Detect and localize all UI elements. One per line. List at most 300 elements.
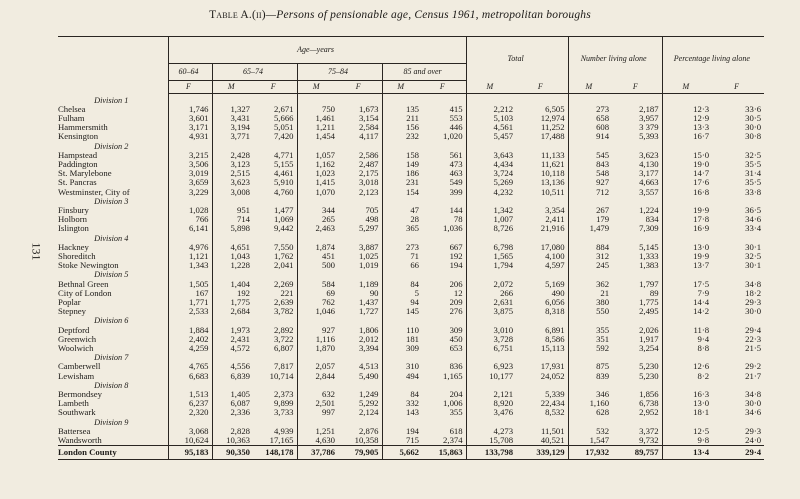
table-cell: 346 — [568, 390, 612, 399]
table-cell: 3,177 — [639, 169, 659, 179]
table-cell: 553 — [449, 113, 463, 123]
table-cell: 2,320 — [168, 408, 212, 417]
table-cell: 1,006 — [443, 399, 463, 409]
total-row — [58, 446, 764, 460]
table-cell: 17·5 — [662, 280, 712, 289]
table-cell: 1,870 — [297, 344, 338, 353]
table-cell: 34·8 — [745, 390, 762, 399]
table-cell: 6,505 — [545, 104, 565, 114]
table-cell: 1,762 — [273, 251, 294, 261]
table-cell: 5,230 — [639, 362, 659, 372]
table-cell: 532 — [568, 427, 612, 436]
table-cell: 84 — [382, 280, 422, 289]
table-cell: 712 — [568, 188, 612, 197]
table-cell: 7,550 — [273, 242, 294, 252]
table-cell: 1,856 — [639, 390, 659, 399]
table-cell: 10,714 — [269, 371, 294, 381]
table-cell: 186 — [382, 169, 422, 178]
table-cell: 5,155 — [273, 159, 294, 169]
table-cell: 3,771 — [212, 132, 253, 141]
total-cell: 15,863 — [422, 446, 466, 460]
table-row — [58, 390, 764, 399]
table-cell: 1,007 — [466, 215, 516, 224]
table-cell: 16·9 — [662, 224, 712, 233]
table-cell: 3,215 — [168, 151, 212, 160]
table-cell: 29·2 — [745, 362, 762, 372]
table-cell: 3,171 — [168, 123, 212, 132]
table-cell: 1,973 — [212, 326, 253, 335]
table-cell: 3,068 — [168, 427, 212, 436]
borough-name: Battersea — [58, 426, 91, 436]
table-cell: 5,297 — [358, 224, 379, 234]
table-cell: 1,249 — [358, 390, 379, 399]
total-cell: 133,798 — [466, 446, 516, 460]
table-cell: 66 — [382, 261, 422, 270]
table-cell: 11,501 — [541, 426, 565, 436]
borough-name: Holborn — [58, 215, 87, 225]
table-cell: 206 — [449, 279, 463, 289]
table-cell: 158 — [382, 151, 422, 160]
total-cell: 29·4 — [712, 446, 764, 460]
table-cell: 1,884 — [168, 326, 212, 335]
header-age-60-64: 60–64 — [168, 64, 212, 81]
table-cell: 22·3 — [745, 334, 762, 344]
table-cell: 6,738 — [639, 399, 659, 409]
table-cell: 24,052 — [540, 371, 565, 381]
table-cell: 2,124 — [358, 408, 379, 418]
table-cell: 6,891 — [545, 325, 565, 335]
table-cell: 231 — [382, 178, 422, 187]
borough-name: City of London — [58, 288, 112, 298]
table-cell: 34·6 — [745, 215, 762, 225]
table-cell: 2,336 — [212, 408, 253, 417]
division-heading: Division 5 — [94, 270, 129, 280]
table-cell: 3,875 — [466, 307, 516, 316]
table-cell: 21·5 — [745, 343, 762, 353]
table-cell: 951 — [212, 206, 253, 215]
table-cell: 9,899 — [273, 399, 294, 409]
table-cell: 4,130 — [639, 159, 659, 169]
header-sex-11: M — [662, 81, 712, 94]
table-cell: 273 — [382, 243, 422, 252]
table-cell: 14·4 — [662, 298, 712, 307]
table-cell: 16·3 — [662, 390, 712, 399]
header-sex-0: F — [168, 81, 212, 94]
table-cell: 3,722 — [273, 334, 294, 344]
table-cell: 135 — [382, 105, 422, 114]
table-cell: 194 — [382, 427, 422, 436]
table-cell: 5,103 — [466, 114, 516, 123]
table-cell: 309 — [382, 344, 422, 353]
table-cell: 89 — [649, 288, 659, 298]
table-cell: 11,621 — [541, 159, 565, 169]
table-cell: 47 — [382, 206, 422, 215]
table-cell: 549 — [449, 178, 463, 188]
table-cell: 144 — [449, 205, 463, 215]
table-cell: 13·0 — [662, 243, 712, 252]
table-cell: 2,892 — [273, 325, 294, 335]
table-cell: 365 — [382, 224, 422, 233]
table-cell: 1,874 — [297, 243, 338, 252]
table-cell: 21·7 — [745, 371, 762, 381]
table-cell: 500 — [297, 261, 338, 270]
header-sex-8: F — [516, 81, 568, 94]
table-cell: 5,490 — [358, 371, 379, 381]
table-cell: 4,556 — [212, 362, 253, 371]
table-cell: 5,269 — [466, 178, 516, 187]
table-cell: 762 — [297, 298, 338, 307]
table-cell: 11·8 — [662, 326, 712, 335]
table-cell: 30·0 — [745, 123, 762, 133]
header-sex-3: M — [297, 81, 338, 94]
table-row — [58, 298, 764, 307]
table-cell: 32·5 — [745, 150, 762, 160]
total-cell: 90,350 — [212, 446, 253, 460]
table-cell: 628 — [568, 408, 612, 417]
header-sex-7: M — [466, 81, 516, 94]
table-cell: 5,393 — [639, 132, 659, 142]
table-cell: 2,121 — [466, 390, 516, 399]
table-cell: 3,010 — [466, 326, 516, 335]
table-cell: 12·6 — [662, 362, 712, 371]
table-cell: 494 — [382, 372, 422, 381]
table-cell: 6,839 — [212, 372, 253, 381]
table-cell: 36·5 — [745, 205, 762, 215]
table-cell: 179 — [568, 215, 612, 224]
borough-name: Hampstead — [58, 150, 98, 160]
table-cell: 6,923 — [466, 362, 516, 371]
borough-name: Camberwell — [58, 362, 101, 372]
table-cell: 355 — [449, 408, 463, 418]
table-cell: 6,237 — [168, 399, 212, 408]
table-cell: 15,113 — [541, 343, 565, 353]
table-cell: 11,133 — [541, 150, 565, 160]
table-cell: 2,515 — [212, 169, 253, 178]
table-cell: 843 — [568, 160, 612, 169]
header-sex-12: F — [712, 81, 764, 94]
table-cell: 705 — [365, 205, 379, 215]
table-cell: 3,957 — [639, 113, 659, 123]
table-row — [58, 206, 764, 215]
table-row — [58, 188, 764, 197]
table-cell: 7·9 — [662, 289, 712, 298]
table-cell: 30·5 — [745, 113, 762, 123]
table-cell: 1,775 — [212, 298, 253, 307]
table-cell: 266 — [466, 289, 516, 298]
table-cell: 1,165 — [443, 371, 463, 381]
header-sex-10: F — [612, 81, 662, 94]
table-cell: 181 — [382, 335, 422, 344]
table-cell: 17,488 — [540, 132, 565, 142]
table-cell: 1,383 — [639, 261, 659, 271]
table-cell: 2,876 — [358, 426, 379, 436]
table-cell: 1,917 — [639, 334, 659, 344]
table-cell: 4,760 — [273, 187, 294, 197]
table-cell: 2,952 — [639, 408, 659, 418]
table-cell: 667 — [449, 242, 463, 252]
table-cell: 2,463 — [297, 224, 338, 233]
table-cell: 4,663 — [639, 178, 659, 188]
table-cell: 30·1 — [745, 261, 762, 271]
table-cell: 154 — [382, 188, 422, 197]
table-row — [58, 399, 764, 408]
table-cell: 4,597 — [545, 261, 565, 271]
table-cell: 3,557 — [639, 187, 659, 197]
table-cell: 13·0 — [662, 399, 712, 408]
table-row — [58, 280, 764, 289]
table-cell: 10,363 — [212, 436, 253, 446]
table-cell: 473 — [449, 159, 463, 169]
table-cell: 2,374 — [443, 436, 463, 446]
header-sex-5: M — [382, 81, 422, 94]
table-cell: 1,189 — [358, 279, 379, 289]
table-cell: 3,887 — [358, 242, 379, 252]
table-cell: 167 — [168, 289, 212, 298]
table-cell: 156 — [382, 123, 422, 132]
table-cell: 15,708 — [466, 436, 516, 446]
table-cell: 28 — [382, 215, 422, 224]
header-sex-4: F — [338, 81, 382, 94]
table-cell: 3,643 — [466, 151, 516, 160]
table-cell: 399 — [449, 187, 463, 197]
table-cell: 344 — [297, 206, 338, 215]
table-cell: 149 — [382, 160, 422, 169]
table-cell: 12·5 — [662, 427, 712, 436]
table-cell: 209 — [449, 297, 463, 307]
table-cell: 927 — [568, 178, 612, 187]
table-cell: 875 — [568, 362, 612, 371]
table-row — [58, 114, 764, 123]
table-row — [58, 151, 764, 160]
borough-name: Bermondsey — [58, 390, 102, 399]
table-cell: 8·8 — [662, 344, 712, 353]
table-cell: 22,434 — [540, 399, 565, 409]
table-row — [58, 178, 764, 187]
table-cell: 17,165 — [269, 436, 294, 446]
total-cell: 5,662 — [382, 446, 422, 460]
table-cell: 550 — [568, 307, 612, 316]
table-cell: 4,273 — [466, 427, 516, 436]
table-cell: 5,230 — [639, 371, 659, 381]
table-cell: 8,318 — [545, 307, 565, 317]
table-row — [58, 160, 764, 169]
table-cell: 714 — [212, 215, 253, 224]
borough-name: Lambeth — [58, 399, 89, 409]
table-row — [58, 326, 764, 335]
table-cell: 2,072 — [466, 280, 516, 289]
table-cell: 3,229 — [168, 188, 212, 197]
table-cell: 19·9 — [662, 206, 712, 215]
table-cell: 1,327 — [212, 105, 253, 114]
header-borough — [58, 37, 168, 94]
table-cell: 2,431 — [212, 335, 253, 344]
table-cell: 584 — [297, 280, 338, 289]
table-cell: 1,771 — [168, 298, 212, 307]
table-cell: 2,639 — [273, 297, 294, 307]
table-cell: 355 — [568, 326, 612, 335]
table-cell: 17,080 — [540, 242, 565, 252]
table-cell: 12·3 — [662, 105, 712, 114]
table-cell: 1,505 — [168, 280, 212, 289]
table-cell: 1,794 — [466, 261, 516, 270]
table-cell: 1,746 — [168, 105, 212, 114]
division-heading: Division 9 — [94, 417, 129, 427]
table-cell: 9,442 — [273, 224, 294, 234]
total-cell: 95,183 — [168, 446, 212, 460]
table-cell: 276 — [449, 307, 463, 317]
table-row — [58, 344, 764, 353]
table-cell: 273 — [568, 105, 612, 114]
table-cell: 35·5 — [745, 178, 762, 188]
table-row — [58, 132, 764, 141]
table-cell: 4,939 — [273, 426, 294, 436]
table-cell: 4,434 — [466, 160, 516, 169]
table-cell: 1,046 — [297, 307, 338, 316]
table-cell: 4,259 — [168, 344, 212, 353]
table-cell: 30·0 — [745, 307, 762, 317]
table-cell: 310 — [382, 362, 422, 371]
table-cell: 3,659 — [168, 178, 212, 187]
table-row — [58, 123, 764, 132]
table-cell: 997 — [297, 408, 338, 417]
table-cell: 6,751 — [466, 344, 516, 353]
table-cell: 5,910 — [273, 178, 294, 188]
table-cell: 2,123 — [358, 187, 379, 197]
table-row — [58, 289, 764, 298]
table-cell: 12 — [453, 288, 463, 298]
table-row — [58, 105, 764, 114]
table-cell: 84 — [382, 390, 422, 399]
division-heading: Division 4 — [94, 233, 129, 243]
table-cell: 362 — [568, 280, 612, 289]
table-cell: 1,228 — [212, 261, 253, 270]
table-cell: 2,373 — [273, 390, 294, 399]
borough-name: Deptford — [58, 325, 90, 335]
table-cell: 30·0 — [745, 399, 762, 409]
table-cell: 4,513 — [358, 362, 379, 372]
table-cell: 18·2 — [745, 288, 762, 298]
borough-name: St. Pancras — [58, 178, 97, 188]
table-cell: 545 — [568, 151, 612, 160]
table-cell: 24·0 — [745, 436, 762, 446]
table-cell: 71 — [382, 252, 422, 261]
table-cell: 12,974 — [540, 113, 565, 123]
table-cell: 143 — [382, 408, 422, 417]
table-cell: 309 — [449, 325, 463, 335]
table-cell: 3,018 — [358, 178, 379, 188]
table-cell: 750 — [297, 105, 338, 114]
table-cell: 1,513 — [168, 390, 212, 399]
table-cell: 380 — [568, 298, 612, 307]
table-cell: 1,333 — [639, 251, 659, 261]
table-cell: 2,187 — [639, 104, 659, 114]
table-cell: 1,020 — [443, 132, 463, 142]
table-cell: 839 — [568, 372, 612, 381]
table-cell: 3,019 — [168, 169, 212, 178]
division-heading: Division 3 — [94, 196, 129, 206]
table-cell: 33·6 — [745, 104, 762, 114]
table-cell: 1,775 — [639, 297, 659, 307]
table-cell: 34·6 — [745, 408, 762, 418]
table-cell: 1,019 — [358, 261, 379, 271]
table-cell: 2,844 — [297, 372, 338, 381]
table-cell: 5,145 — [639, 242, 659, 252]
table-cell: 29·3 — [745, 426, 762, 436]
table-cell: 3,623 — [639, 150, 659, 160]
table-cell: 204 — [449, 390, 463, 399]
borough-name: Hammersmith — [58, 123, 108, 133]
table-cell: 6,056 — [545, 297, 565, 307]
page-number: 131 — [29, 242, 44, 261]
table-cell: 592 — [568, 344, 612, 353]
table-cell: 40,521 — [540, 436, 565, 446]
table-cell: 2,671 — [273, 104, 294, 114]
table-cell: 561 — [449, 150, 463, 160]
table-cell: 1,806 — [358, 325, 379, 335]
table-cell: 3 379 — [639, 123, 659, 133]
table-cell: 1,343 — [168, 261, 212, 270]
table-cell: 1,224 — [639, 205, 659, 215]
table-cell: 836 — [449, 362, 463, 372]
table-cell: 10,177 — [466, 372, 516, 381]
table-title-label: Table A.(ii) — [209, 9, 266, 21]
borough-name: Chelsea — [58, 104, 86, 114]
table-cell: 1,437 — [358, 297, 379, 307]
table-cell: 4,651 — [212, 243, 253, 252]
table-cell: 10,118 — [541, 169, 565, 179]
borough-name: Bethnal Green — [58, 279, 109, 289]
table-cell: 5,339 — [545, 390, 565, 399]
borough-name: Westminster, City of — [58, 187, 130, 197]
table-cell: 3,394 — [358, 343, 379, 353]
table-cell: 8,726 — [466, 224, 516, 233]
table-cell: 2,428 — [212, 151, 253, 160]
table-cell: 14·7 — [662, 169, 712, 178]
table-cell: 35·5 — [745, 159, 762, 169]
table-cell: 463 — [449, 169, 463, 179]
table-cell: 19·9 — [662, 252, 712, 261]
table-cell: 3,506 — [168, 160, 212, 169]
total-cell: 339,129 — [516, 446, 568, 460]
table-cell: 2,026 — [639, 325, 659, 335]
table-cell: 17,931 — [540, 362, 565, 372]
table-cell: 8·2 — [662, 372, 712, 381]
pension-age-table — [58, 36, 764, 460]
table-cell: 8,532 — [545, 408, 565, 418]
borough-name: Poplar — [58, 297, 81, 307]
table-cell: 834 — [645, 215, 659, 225]
total-cell: 89,757 — [612, 446, 662, 460]
table-cell: 3,372 — [639, 426, 659, 436]
table-row — [58, 169, 764, 178]
table-cell: 4,232 — [466, 188, 516, 197]
table-cell: 498 — [365, 215, 379, 225]
table-cell: 451 — [297, 252, 338, 261]
borough-name: Hackney — [58, 242, 89, 252]
table-cell: 2,212 — [466, 105, 516, 114]
borough-name: Shoreditch — [58, 251, 96, 261]
table-cell: 2,402 — [168, 335, 212, 344]
table-cell: 30·8 — [745, 132, 762, 142]
table-cell: 4,572 — [212, 344, 253, 353]
table-cell: 1,028 — [168, 206, 212, 215]
table-cell: 2,487 — [358, 159, 379, 169]
borough-name: Finsbury — [58, 205, 89, 215]
table-cell: 2,495 — [639, 307, 659, 317]
table-cell: 2,012 — [358, 334, 379, 344]
table-cell: 2,175 — [358, 169, 379, 179]
table-cell: 6,798 — [466, 243, 516, 252]
